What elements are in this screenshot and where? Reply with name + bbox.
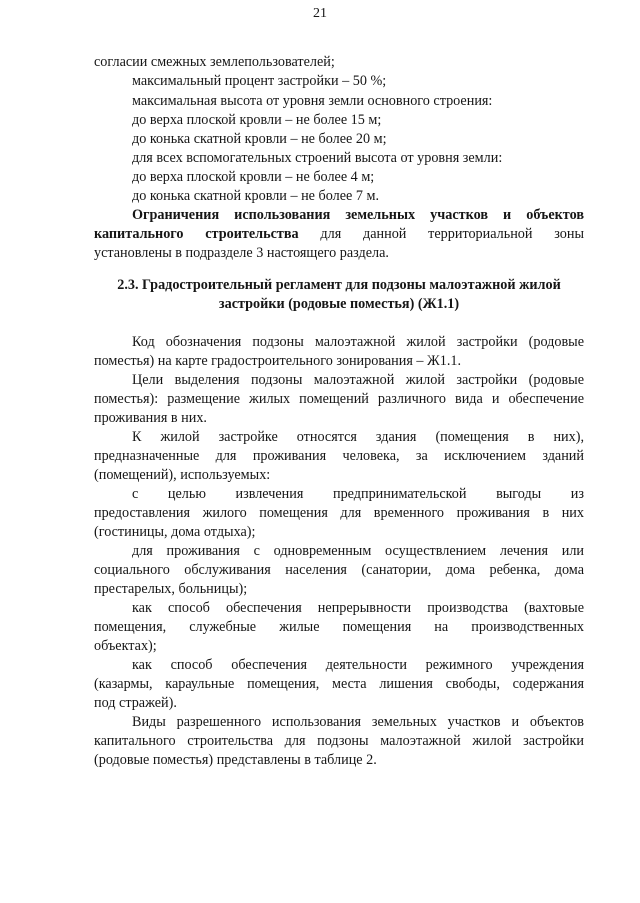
text-line: социального обслуживания населения (санатории, дома ребенка, дома — [94, 562, 584, 578]
text-line: помещения, служебные жилые помещения на производственных — [94, 619, 584, 635]
bold-term: капитального строительства — [94, 226, 299, 242]
restrictions-line-1: Ограничения использования земельных участков и объектов — [132, 207, 584, 223]
text-line: до верха плоской кровли – не более 15 м; — [132, 112, 382, 128]
text-line: до конька скатной кровли – не более 20 м; — [132, 131, 387, 147]
text-line: для всех вспомогательных строений высота от уровня земли: — [132, 150, 503, 166]
text-fragment: для данной территориальной зоны — [298, 226, 584, 242]
text-line: с целью извлечения предпринимательской выгоды из — [132, 486, 584, 502]
text-line: капитального строительства для подзоны малоэтажной жилой застройки — [94, 733, 584, 749]
restrictions-line-2 — [94, 226, 584, 243]
text-line: предназначенные для проживания человека, за исключением зданий — [94, 448, 584, 464]
text-line: согласии смежных землепользователей; — [94, 54, 335, 70]
text-line: К жилой застройке относятся здания (помещения в них), — [132, 429, 584, 445]
restrictions-line-3: установлены в подразделе 3 настоящего раздела. — [94, 245, 389, 261]
text-line: (гостиницы, дома отдыха); — [94, 524, 256, 540]
text-line: для проживания с одновременным осуществлением лечения или — [132, 543, 584, 559]
text-line: как способ обеспечения деятельности режимного учреждения — [132, 657, 584, 673]
page-number: 21 — [313, 6, 327, 21]
text-line: как способ обеспечения непрерывности производства (вахтовые — [132, 600, 584, 616]
text-line: предоставления жилого помещения для временного проживания в них — [94, 505, 584, 521]
text-line: (казармы, караульные помещения, места лишения свободы, содержания — [94, 676, 584, 692]
text-line: до верха плоской кровли – не более 4 м; — [132, 169, 375, 185]
text-line: Код обозначения подзоны малоэтажной жилой застройки (родовые — [132, 334, 584, 350]
text-line: (родовые поместья) представлены в таблице 2. — [94, 752, 377, 768]
text-line: (помещений), используемых: — [94, 467, 271, 483]
text-line: поместья) на карте градостроительного зонирования – Ж1.1. — [94, 353, 462, 369]
text-line: до конька скатной кровли – не более 7 м. — [132, 188, 380, 204]
text-line: Цели выделения подзоны малоэтажной жилой застройки (родовые — [132, 372, 584, 388]
text-line: под стражей). — [94, 695, 177, 711]
text-line: максимальный процент застройки – 50 %; — [132, 73, 387, 89]
text-line: Виды разрешенного использования земельных участков и объектов — [132, 714, 584, 730]
text-line: максимальная высота от уровня земли основного строения: — [132, 93, 493, 109]
text-line: поместья): размещение жилых помещений различного вида и обеспечение — [94, 391, 584, 407]
section-heading-line-2: застройки (родовые поместья) (Ж1.1) — [218, 296, 460, 312]
section-heading-line-1: 2.3. Градостроительный регламент для подзоны малоэтажной жилой — [117, 277, 561, 293]
text-line: объектах); — [94, 638, 157, 654]
text-line: престарелых, больницы); — [94, 581, 248, 597]
text-line: проживания в них. — [94, 410, 207, 426]
